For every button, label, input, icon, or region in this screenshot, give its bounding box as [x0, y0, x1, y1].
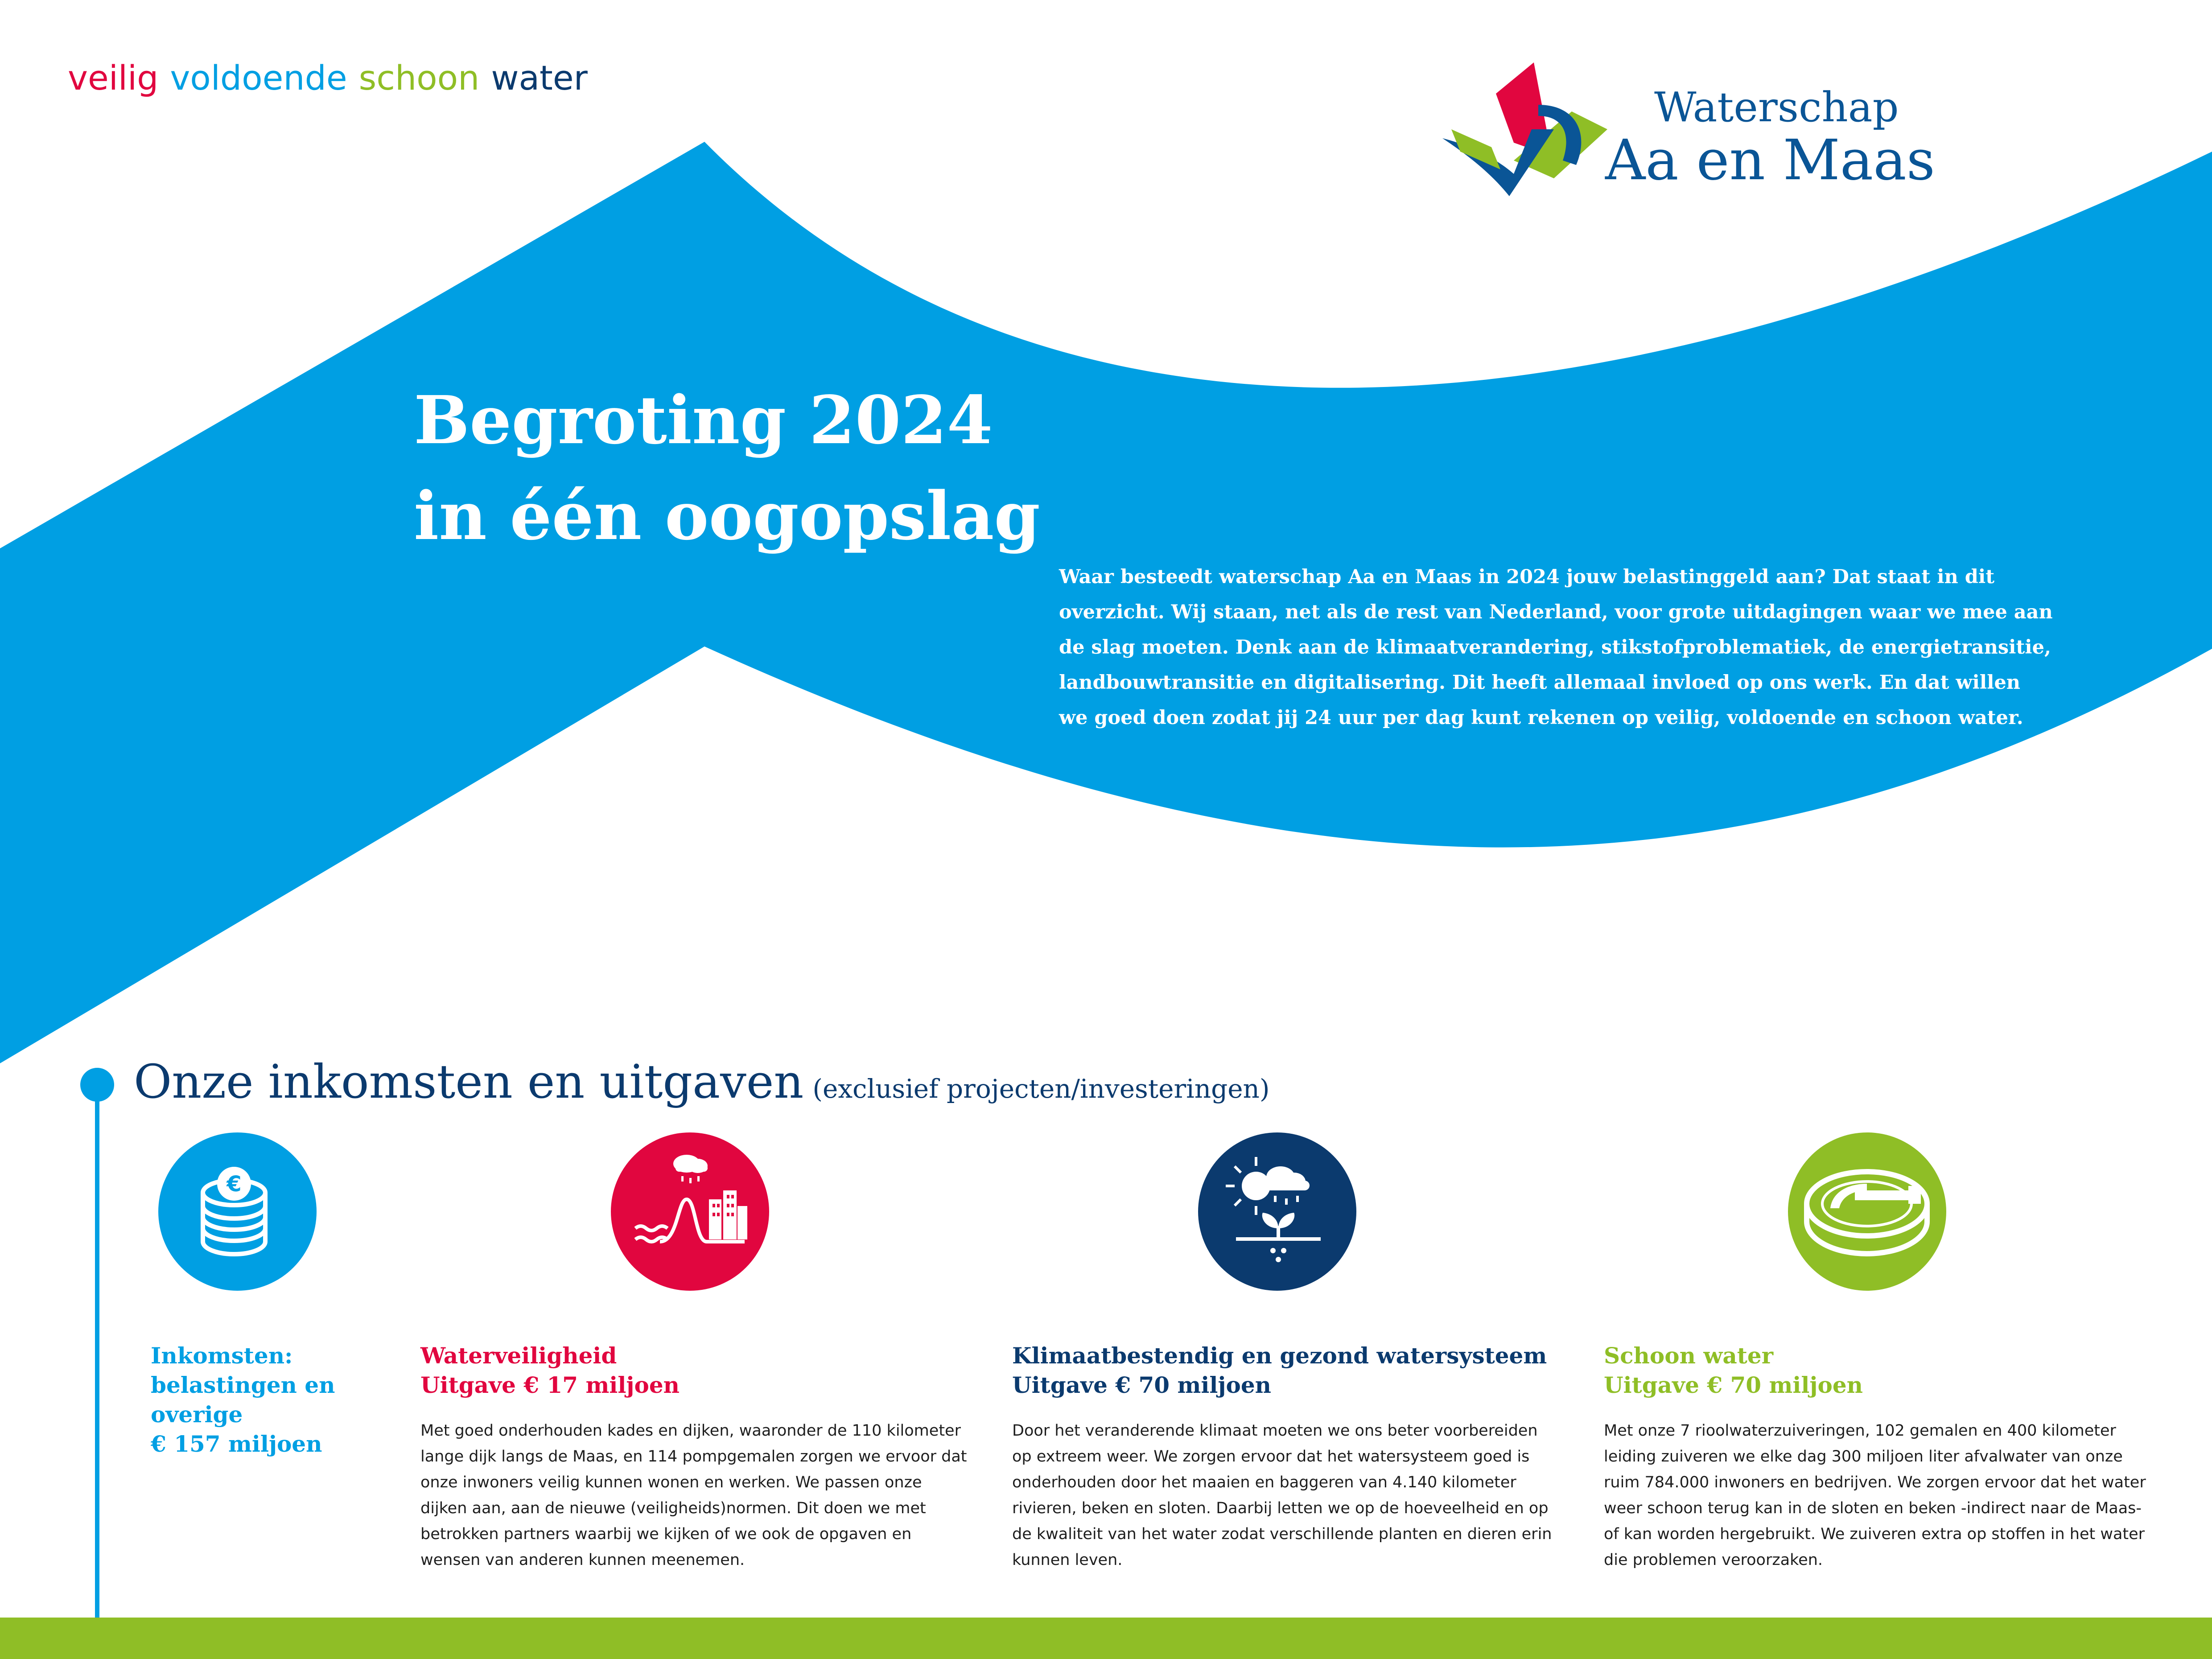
- safety-heading: [420, 1341, 680, 1400]
- sun-cloud-sprout-icon: [1198, 1132, 1356, 1291]
- income-line-2: belastingen en: [151, 1372, 335, 1398]
- intro-paragraph: Waar besteedt waterschap Aa en Maas in 2024 jouw belastinggeld aan? Dat staat in dit overzicht. Wij staan, net als de rest van Nederland, voor grote uitdagingen waar we mee aan de slag moeten. Denk aan de klimaatverandering, stikstofproblematiek, de energietransitie, landbouwtransitie en digitalisering. Dit heeft allemaal invloed op ons werk. En dat willen we goed doen zodat jij 24 uur per dag kunt rekenen op veilig, voldoende en schoon water.: [1059, 566, 2053, 729]
- waterschap-logo-icon: [1442, 62, 1630, 205]
- climate-heading: [1012, 1341, 1547, 1400]
- page-title: [414, 372, 1040, 564]
- tagline: [68, 58, 599, 98]
- logo-line-2: Aa en Maas: [1605, 128, 1935, 193]
- section-title: [134, 1054, 1270, 1109]
- income-line-1: Inkomsten:: [151, 1342, 293, 1369]
- svg-text:€: €: [227, 1172, 242, 1197]
- tagline-schoon: schoon: [358, 58, 480, 98]
- safety-title: Waterveiligheid: [420, 1342, 617, 1369]
- clean-title: Schoon water: [1604, 1342, 1774, 1369]
- tagline-water: water: [491, 58, 588, 98]
- timeline-dot: [80, 1068, 114, 1102]
- safety-amount: Uitgave € 17 miljoen: [420, 1372, 680, 1398]
- timeline-line: [95, 1092, 99, 1659]
- page-title-line-2: in één oogopslag: [414, 477, 1040, 555]
- income-line-3: overige: [151, 1401, 243, 1428]
- clean-amount: Uitgave € 70 miljoen: [1604, 1372, 1863, 1398]
- section-title-sub: (exclusief projecten/investeringen): [812, 1074, 1270, 1104]
- tagline-voldoende: voldoende: [170, 58, 347, 98]
- coins-euro-icon: [158, 1132, 317, 1291]
- rain-dike-city-icon: [611, 1132, 769, 1291]
- climate-title: Klimaatbestendig en gezond watersysteem: [1012, 1342, 1547, 1369]
- income-amount: € 157 miljoen: [151, 1431, 322, 1457]
- section-title-main: Onze inkomsten en uitgaven: [134, 1054, 804, 1109]
- clean-heading: [1604, 1341, 1863, 1400]
- logo-wordmark: [1605, 83, 1935, 193]
- treatment-plant-icon: [1788, 1132, 1946, 1291]
- page-title-line-1: Begroting 2024: [414, 381, 993, 459]
- climate-amount: Uitgave € 70 miljoen: [1012, 1372, 1272, 1398]
- climate-body: Door het veranderende klimaat moeten we ons beter voorbereiden op extreem weer. We zorgen ervoor dat het watersysteem goed is onderhouden door het maaien en baggeren van 4.140 kilometer rivieren, beken en sloten. Daarbij letten we op de hoeveelheid en op de kwaliteit van het water zodat verschillende planten en dieren erin kunnen leven.: [1012, 1422, 1552, 1569]
- footer-bar: [0, 1618, 2212, 1659]
- tagline-veilig: veilig: [68, 58, 159, 98]
- income-heading: [151, 1341, 335, 1459]
- clean-body: Met onze 7 rioolwaterzuiveringen, 102 gemalen en 400 kilometer leiding zuiveren we elke dag 300 miljoen liter afvalwater van onze ruim 784.000 inwoners en bedrijven. We zorgen ervoor dat het water weer schoon terug kan in de sloten en beken -indirect naar de Maas- of kan worden hergebruikt. We zuiveren extra op stoffen in het water die problemen veroorzaken.: [1604, 1422, 2146, 1569]
- logo-line-1: Waterschap: [1654, 83, 1899, 131]
- safety-body: Met goed onderhouden kades en dijken, waaronder de 110 kilometer lange dijk langs de Maas, en 114 pompgemalen zorgen we ervoor dat onze inwoners veilig kunnen wonen en werken. We passen onze dijken aan, aan de nieuwe (veiligheids)normen. Dit doen we met betrokken partners waarbij we kijken of we ook de opgaven en wensen van anderen kunnen meenemen.: [420, 1422, 967, 1569]
